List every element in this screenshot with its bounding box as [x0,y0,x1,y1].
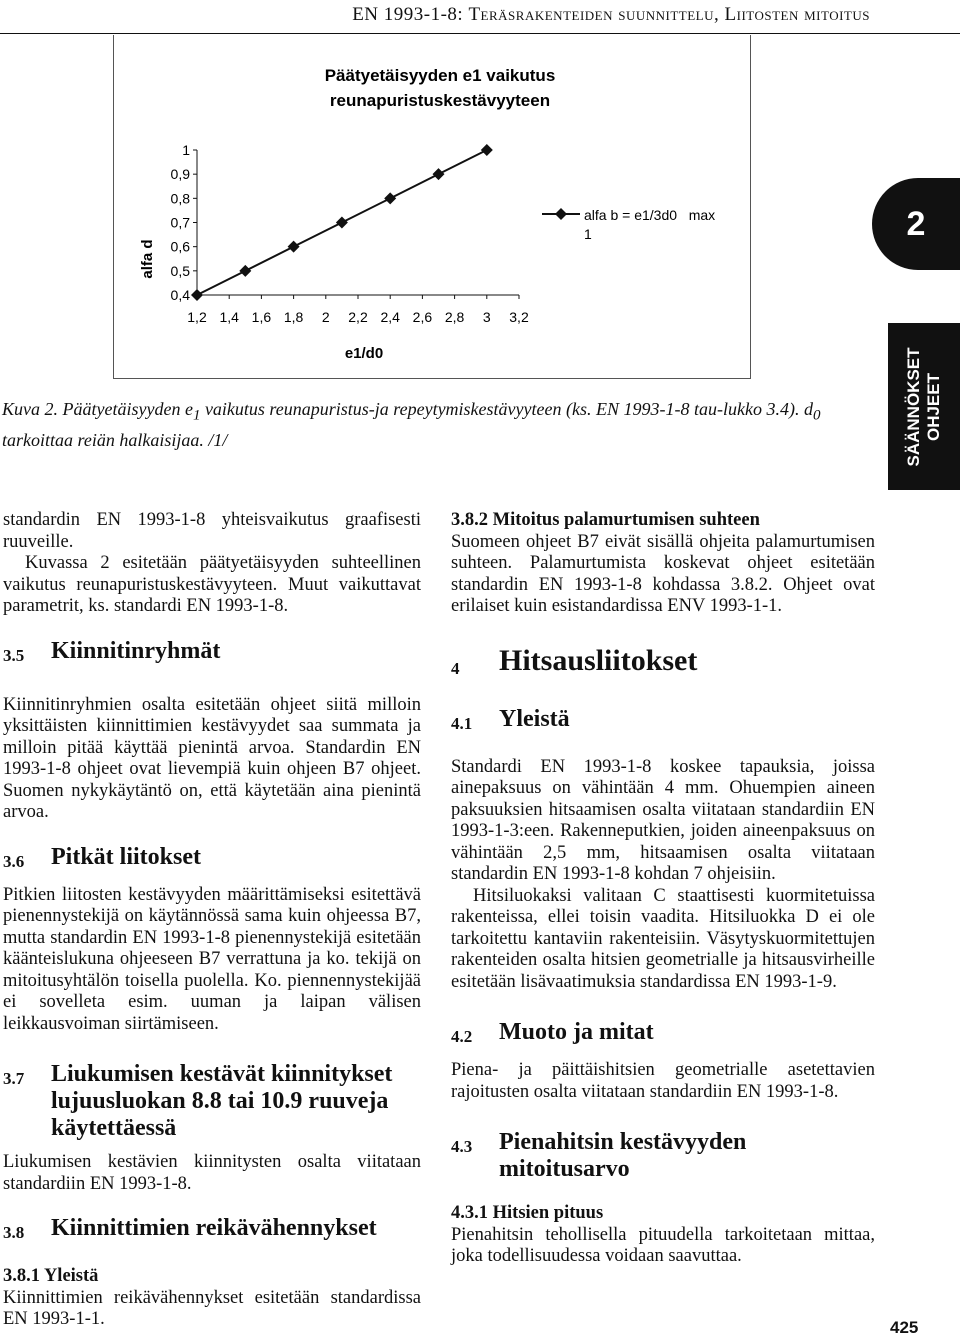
page-number: 425 [890,1318,919,1337]
section-number: 4.2 [451,1027,473,1046]
section-4-2-text: Piena- ja päittäishitsien geometrialle asetettavien rajoitusten osalta viitataan standardiin EN 1993-1-8. [451,1060,875,1102]
section-3-8-heading [3,1215,421,1246]
section-3-6-text: Pitkien liitosten kestävyyden määrittämiseksi esitettävä pienennystekijä on käytännössä sama kuin ohjeessa B7, mutta standardin EN 1993-1-8 pienennystekijä esitetään käänteislukuna ohjeeseen B7 verrattuna ja ko. tekijä on mitoitusyhtälön toisella puolella. Ko. piennennystekijää ei sovelleta esim. uuman ja laipan välisen leikkausvoiman siirtämiseen. [3,884,421,1034]
chapter-title: Hitsausliitokset [499,643,698,677]
section-title: Kiinnittimien reikävähennykset [51,1215,377,1241]
section-4-1-paragraph-1: Standardi EN 1993-1-8 koskee tapauksia, joissa ainepaksuus on vähintään 4 mm. Ohuempien aineen paksuuksien hitsaamisen osalta viitataan standardiin EN 1993-1-3:een. Rakenneputkien, joiden aineenpaksuus on vähintään 2,5 mm, hitsaamisen osalta viitataan standardin EN 1993-1-8 kohdan 7 ohjeisiin. [451,756,875,884]
subsection-3-8-2-text: Suomeen ohjeet B7 eivät sisällä ohjeita palamurtumisen suhteen. Palamurtumista koskevat ohjeet esitetään standardin EN 1993-1-8 kohdassa 3.8.2. Ohjeet ovat erilaiset kuin esistandardissa ENV 1993-1-1. [451,531,875,616]
chapter-4-heading [451,644,875,686]
section-title: Yleistä [499,705,570,732]
chapter-num: 4 [451,658,460,678]
section-title: Liukumisen kestävät kiinnitykset lujuusluokan 8.8 tai 10.9 ruuveja käytettäessä [51,1061,393,1141]
section-number: 4.1 [451,713,473,733]
data-point-marker [481,144,493,156]
section-title: Muoto ja mitat [499,1019,654,1045]
y-tick-label: 0,7 [170,214,190,231]
subsection-3-8-2-heading: 3.8.2 Mitoitus palamurtumisen suhteen [451,510,760,530]
chart-x-axis-label: e1/d0 [344,345,384,362]
legend-label-line2: 1 [584,226,592,242]
legend-diamond-icon [555,208,567,220]
x-tick-label: 2,2 [348,309,368,325]
caption-sub2: 0 [812,407,821,424]
legend-label-line1: alfa b = e1/3d0 max [584,207,716,223]
chart-title-line1: Päätyetäisyyden e1 vaikutus [324,66,556,85]
section-number: 3.6 [3,851,25,871]
chart-legend [542,207,715,242]
subsection-3-8-1-heading: 3.8.1 Yleistä [3,1266,99,1286]
x-tick-label: 1,2 [187,309,207,325]
data-point-marker [191,289,203,301]
chapter-number: 2 [906,204,926,243]
chart-svg [114,35,750,378]
section-4-1-paragraph-2: Hitsiluokaksi valitaan C staattisesti kuormitetuissa rakenteissa, ellei toisin vaadita. Hitsiluokka D ei ole tarkoitettu kantaviin rakenteisiin. Väsytyskuormitettujen rakenteiden osalta hitsien geometrialle ja hitsausvirheille esitetään lisävaatimuksia standardissa EN 1993-1-9. [451,885,875,992]
x-tick-label: 1,4 [219,309,239,325]
header-rule [0,33,960,34]
data-point-marker [288,241,300,253]
y-tick-label: 0,9 [170,166,190,183]
subsection-3-8-1-text: Kiinnittimien reikävähennykset esitetään standardissa EN 1993-1-1. [3,1287,421,1329]
caption-sub1: 1 [192,407,201,424]
section-number: 3.8 [3,1223,25,1242]
section-3-7-heading [3,1061,421,1142]
section-4-3-heading [451,1129,875,1183]
header-standard: EN 1993-1-8: [352,4,469,25]
section-title: Pienahitsin kestävyyden mitoitusarvo [499,1129,747,1182]
caption-part3: tarkoittaa reiän halkaisijaa. /1/ [2,429,228,450]
data-point-marker [384,192,396,204]
caption-part2: vaikutus reunapuristus-ja repeytymiskestävyyteen (ks. EN 1993-1-8 tau-lukko 3.4). d [200,399,813,419]
x-tick-label: 1,8 [283,309,304,325]
section-4-2-heading [451,1019,875,1050]
data-point-marker [336,217,348,229]
y-tick-label: 0,6 [170,238,190,255]
section-3-5-text: Kiinnitinryhmien osalta esitetään ohjeet siitä milloin yksittäisten kiinnittimien kestävyydet saa summata ja milloin pitää käyttää pienintä arvoa. Standardin EN 1993-1-8 ohjeet ovat lievempiä kuin ohjeen B7 ohjeet. Suomen nykykäytäntö on, että käytetään aina pienintä arvoa. [3,694,421,822]
section-3-6-heading [3,844,421,875]
header-title: Teräsrakenteiden suunnittelu, Liitosten mitoitus [468,4,870,25]
section-tab-line1: SÄÄNNÖKSET [904,346,923,467]
section-title: Pitkät liitokset [51,843,201,870]
section-title: Kiinnitinryhmät [51,637,221,664]
figure-caption [2,397,862,452]
y-tick-label: 0,4 [170,287,190,303]
x-tick-label: 3,2 [509,309,529,325]
y-tick-label: 1 [182,142,190,158]
chart-y-axis-label: alfa d [139,239,156,279]
x-tick-label: 2,6 [412,309,433,325]
data-point-marker [433,168,445,180]
section-number: 4.3 [451,1137,473,1156]
intro-paragraph-2: Kuvassa 2 esitetään päätyetäisyyden suhteellinen vaikutus reunapuristuskestävyyteen. Muut vaikuttavat parametrit, ks. standardi EN 1993-1-8. [3,553,421,616]
caption-part1: Kuva 2. Päätyetäisyyden e [2,399,193,419]
running-header [352,0,870,34]
y-tick-label: 0,5 [170,262,190,279]
section-3-7-text: Liukumisen kestävien kiinnitysten osalta viitataan standardiin EN 1993-1-8. [3,1152,421,1194]
subsection-4-3-1-text: Pienahitsin tehollisella pituudella tarkoitetaan mittaa, joka todellisuudessa voidaan saavuttaa. [451,1224,875,1266]
data-point-marker [239,265,251,277]
subsection-4-3-1-heading: 4.3.1 Hitsien pituus [451,1203,604,1223]
section-number: 3.7 [3,1069,25,1088]
section-4-1-heading [451,706,875,737]
intro-paragraph-1: standardin EN 1993-1-8 yhteisvaikutus graafisesti ruuveille. [3,510,421,552]
right-column [451,510,875,1268]
section-3-5-heading [3,638,421,669]
x-tick-label: 2,4 [380,309,400,325]
left-column [3,510,421,1331]
chapter-tab [872,178,960,270]
section-number: 3.5 [3,645,25,665]
y-tick-label: 0,8 [170,190,190,207]
section-tab [888,323,960,490]
x-tick-label: 3 [482,309,491,325]
x-tick-label: 2 [321,309,330,325]
chart-figure [113,35,751,379]
x-tick-label: 2,8 [444,309,465,325]
x-tick-label: 1,6 [251,309,272,325]
chart-title-line2: reunapuristuskestävyyteen [329,91,551,110]
section-tab-line2: OHJEET [924,372,943,441]
